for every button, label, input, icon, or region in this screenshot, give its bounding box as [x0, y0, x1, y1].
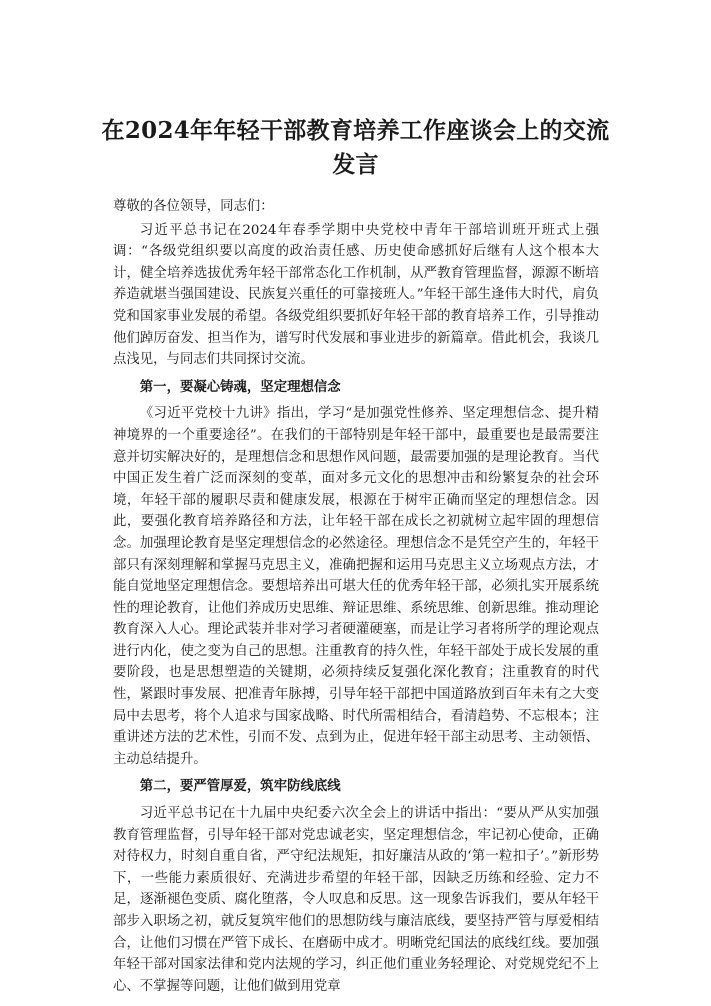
section-2-paragraph: 习近平总书记在十九届中央纪委六次全会上的讲话中指出：“要从严从实加强教育管理监督，引导年轻干部对党忠诚老实，坚定理想信念，牢记初心使命，正确对待权力，时刻自重自省，严守纪法规矩，扣好廉洁从政的‘第一粒扣子’。”新形势下，一些能力素质很好、充满进步希望的年轻干部，因缺乏历练和经验、定力不足，逐渐褪色变质、腐化堕落，令人叹息和反思。这一现象告诉我们，要从年轻干部步入职场之初，就反复筑牢他们的思想防线与廉洁底线，要坚持严管与厚爱相结合，让他们习惯在严管下成长、在磨砺中成才。明晰党纪国法的底线红线。要加强年轻干部对国家法律和党内法规的学习，纠正他们重业务轻理论、对党规党纪不上心、不掌握等问题，让他们做到用党章 [113, 806, 599, 994]
section-heading-1: 第一，要凝心铸魂，坚定理想信念 [139, 378, 341, 395]
salutation: 尊敬的各位领导，同志们： [113, 199, 274, 214]
document-body [113, 196, 599, 997]
section-heading-2: 第二，要严管厚爱，筑牢防线底线 [139, 778, 341, 795]
intro-paragraph: 习近平总书记在2024年春季学期中央党校中青年干部培训班开班式上强调：“各级党组织要以高度的政治责任感、历史使命感抓好后继有人这个根本大计，健全培养选拔优秀年轻干部常态化工作机制，从严教育管理监督，源源不断培养造就堪当强国建设、民族复兴重任的可靠接班人。”年轻干部生逢伟大时代，肩负党和国家事业发展的希望。各级党组织要抓好年轻干部的教育培养工作，引导推动他们踔厉奋发、担当作为，谱写时代发展和事业进步的新篇章。借此机会，我谈几点浅见，与同志们共同探讨交流。 [113, 222, 599, 368]
section-1-paragraph: 《习近平党校十九讲》指出，学习“是加强党性修养、坚定理想信念、提升精神境界的一个重要途径”。在我们的干部特别是年轻干部中，最重要也是最需要注意并切实解决好的，是理想信念和思想作风问题，最需要加强的是理论教育。当代中国正发生着广泛而深刻的变革，面对多元文化的思想冲击和纷繁复杂的社会环境，年轻干部的履职尽责和健康发展，根源在于树牢正确而坚定的理想信念。因此，要强化教育培养路径和方法，让年轻干部在成长之初就树立起牢固的理想信念。加强理论教育是坚定理想信念的必然途径。理想信念不是凭空产生的，年轻干部只有深刻理解和掌握马克思主义，准确把握和运用马克思主义立场观点方法，才能自觉地坚定理想信念。要想培养出可堪大任的优秀年轻干部，必须扎实开展系统性的理论教育，让他们养成历史思维、辩证思维、系统思维、创新思维。推动理论教育深入人心。理论武装并非对学习者硬灌硬塞，而是让学习者将所学的理论观点进行内化，使之变为自己的思想。注重教育的持久性，年轻干部处于成长发展的重要阶段，也是思想塑造的关键期，必须持续反复强化深化教育；注重教育的时代性，紧跟时事发展、把准青年脉搏，引导年轻干部把中国道路放到百年未有之大变局中去思考，将个人追求与国家战略、时代所需相结合，看清趋势、不忘根本；注重讲述方法的艺术性，引而不发、点到为止，促进年轻干部主动思考、主动领悟、主动总结提升。 [113, 406, 599, 767]
document-title: 在2024年年轻干部教育培养工作座谈会上的交流发言 [101, 117, 610, 178]
